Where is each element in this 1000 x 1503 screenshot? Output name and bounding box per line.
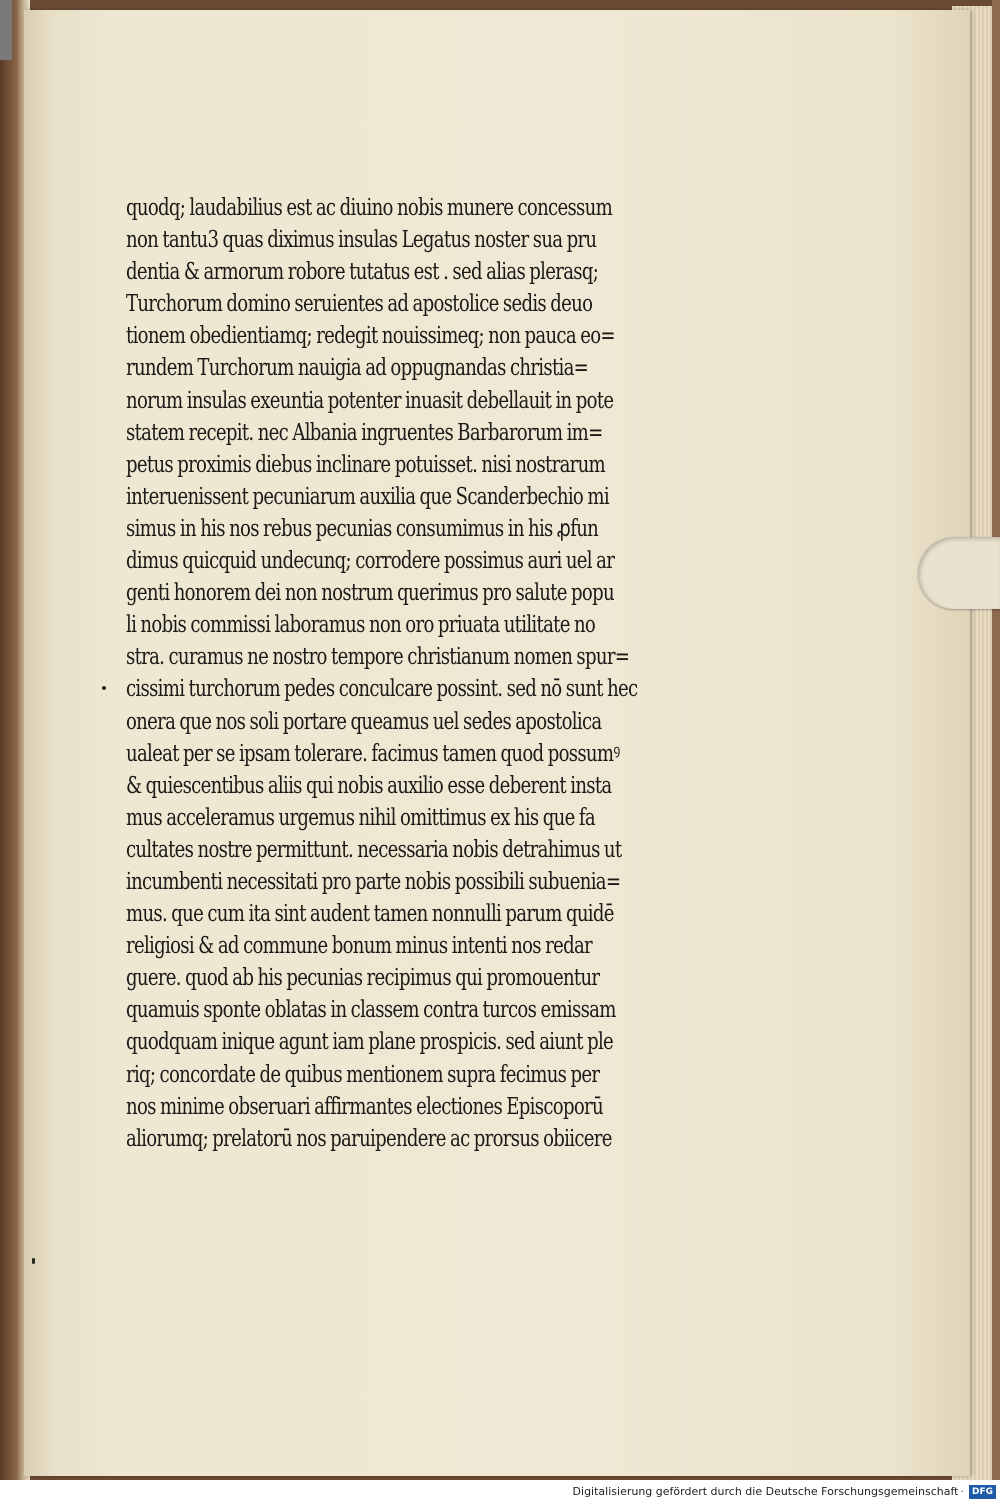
text-line: mus. que cum ita sint audent tamen nonnulli parum quidē (126, 900, 614, 928)
printed-text-block (126, 192, 776, 1155)
credit-text: Digitalisierung gefördert durch die Deutsche Forschungsgemeinschaft (572, 1485, 959, 1498)
text-line: quamuis sponte oblatas in classem contra turcos emissam (126, 996, 616, 1024)
text-line: Turchorum domino seruientes ad apostolice sedis deuo (126, 290, 593, 318)
text-line: rundem Turchorum nauigia ad oppugnandas christia= (126, 354, 589, 382)
text-line: guere. quod ab his pecunias recipimus qui promouentur (126, 964, 600, 992)
text-line: nos minime obseruari affirmantes electiones Episcoporū (126, 1092, 603, 1120)
text-line: stra. curamus ne nostro tempore christianum nomen spur= (126, 643, 630, 671)
text-line: interuenissent pecuniarum auxilia que Scanderbechio mi (126, 482, 609, 510)
text-line: simus in his nos rebus pecunias consumimus in his ꝓfun (126, 514, 599, 542)
text-line: ualeat per se ipsam tolerare. facimus tamen quod possumꝰ (126, 739, 620, 767)
text-line: dimus quicquid undecunq; corrodere possimus auri uel ar (126, 547, 615, 575)
text-line: petus proximis diebus inclinare potuisset. nisi nostrarum (126, 450, 605, 478)
text-line: genti honorem dei non nostrum querimus pro salute popu (126, 579, 614, 607)
text-line: aliorumq; prelatorū nos paruipendere ac prorsus obiicere (126, 1124, 612, 1152)
text-line: cultates nostre permittunt. necessaria nobis detrahimus ut (126, 835, 622, 863)
back-cover-edge (992, 0, 1000, 1480)
ink-mark (32, 1258, 35, 1264)
text-line: incumbenti necessitati pro parte nobis possibili subuenia= (126, 867, 621, 895)
dfg-logo: DFG (969, 1485, 996, 1499)
text-line: religiosi & ad commune bonum minus intenti nos redar (126, 932, 592, 960)
text-line: quodq; laudabilius est ac diuino nobis munere concessum (126, 194, 613, 221)
text-line: cissimi turchorum pedes conculcare possint. sed nō sunt hec (126, 675, 638, 703)
text-line: norum insulas exeuntia potenter inuasit debellauit in pote (126, 386, 614, 414)
text-line: statem recepit. nec Albania ingruentes Barbarorum im= (126, 418, 603, 446)
digitization-credit (573, 1480, 996, 1503)
credit-separator: · (960, 1485, 964, 1498)
bookmark-tab (918, 537, 1000, 609)
text-line: & quiescentibus aliis qui nobis auxilio esse deberent insta (126, 771, 612, 799)
ink-mark (102, 686, 106, 690)
text-line: dentia & armorum robore tutatus est . sed alias plerasq; (126, 258, 599, 286)
text-line: mus acceleramus urgemus nihil omittimus ex his que fa (126, 803, 595, 831)
text-line: riq; concordate de quibus mentionem supra fecimus per (126, 1060, 600, 1088)
text-line: li nobis commissi laboramus non oro priuata utilitate no (126, 611, 596, 639)
text-line: quodquam inique agunt iam plane prospicis. sed aiunt ple (126, 1028, 614, 1056)
text-line: non tantu3 quas diximus insulas Legatus noster sua pru (126, 226, 597, 254)
text-line: onera que nos soli portare queamus uel sedes apostolica (126, 707, 602, 735)
text-line: tionem obedientiamq; redegit nouissimeq; non pauca eo= (126, 322, 615, 350)
